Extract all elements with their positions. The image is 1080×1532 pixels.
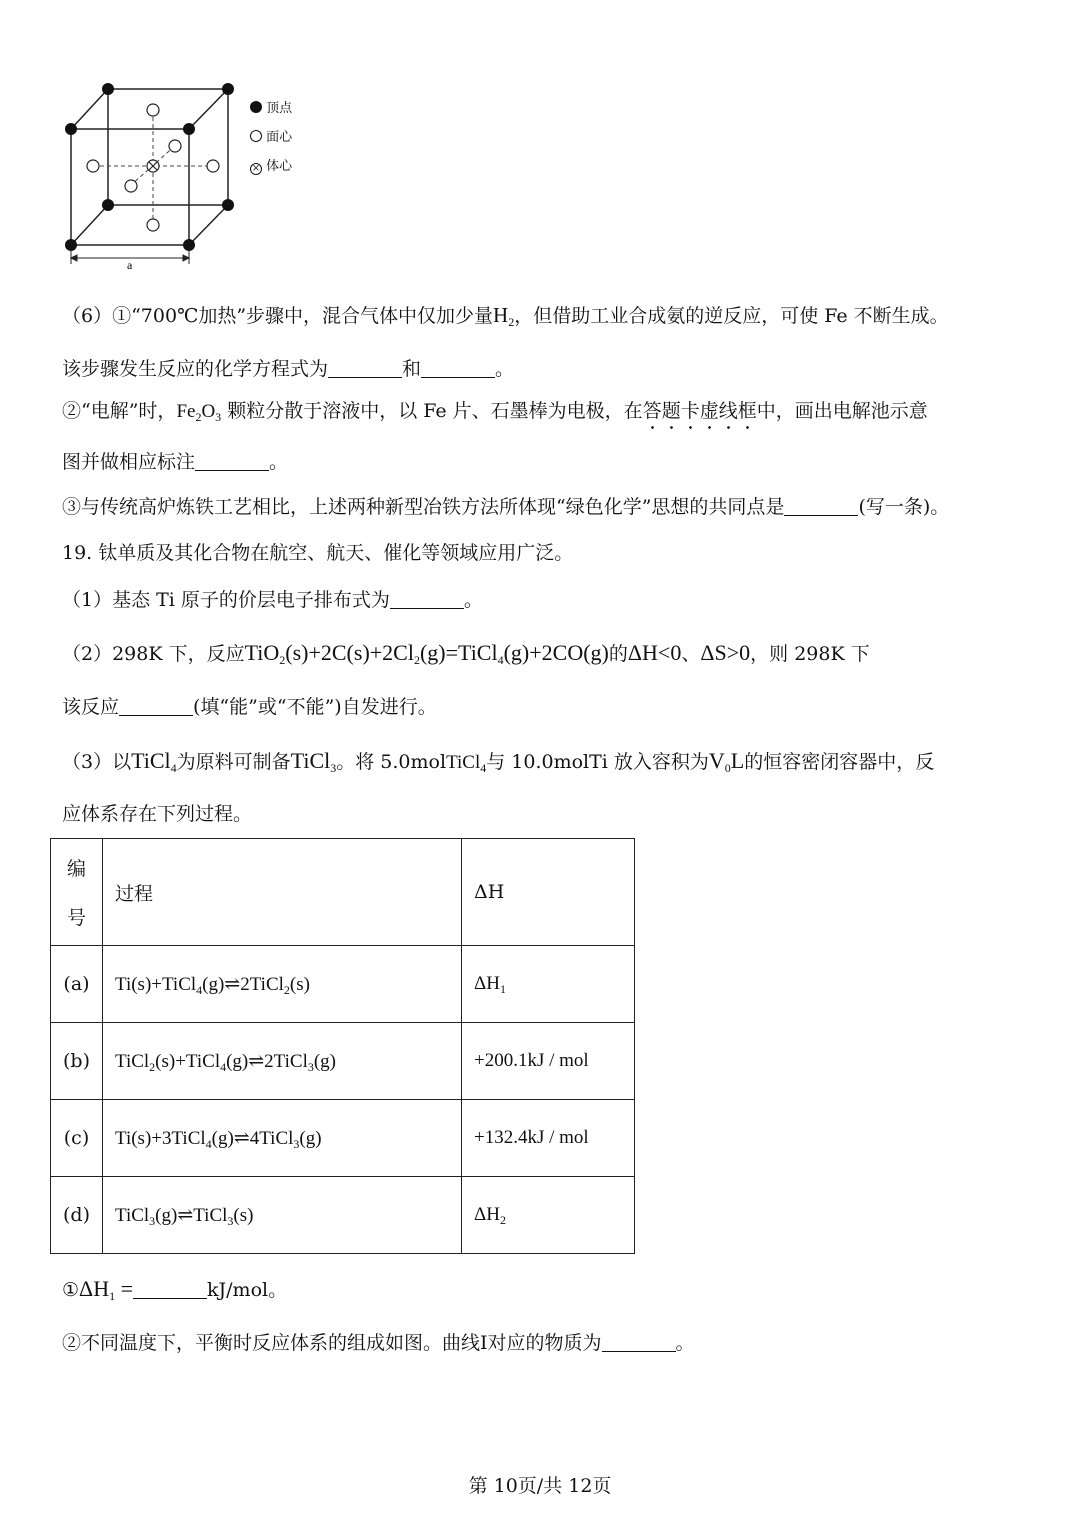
table-row: (b) TiCl$_2$(s)+TiCl$_4$(g)⇌2TiCl$_3$(g) +200.1kJ / mol bbox=[51, 1023, 635, 1100]
q6-line2: 该步骤发生反应的化学方程式为 和 。 bbox=[62, 358, 515, 380]
process-table bbox=[50, 838, 635, 1254]
table-row: (d) TiCl$_3$(g)⇌TiCl$_3$(s) $\Delta H_2$ bbox=[51, 1177, 635, 1254]
answer-blank[interactable] bbox=[602, 1331, 676, 1352]
answer-blank[interactable] bbox=[784, 495, 858, 516]
q6-line1: （6）①“700℃加热”步骤中，混合气体中仅加少量$H_2$，但借助工业合成氨的逆反应，可使 Fe 不断生成。 bbox=[62, 303, 949, 329]
q19-part2-line2: 该反应 (填“能”或“不能”)自发进行。 bbox=[62, 696, 437, 718]
legend-body: 体心 bbox=[266, 159, 293, 174]
q19-part1: （1）基态 Ti 原子的价层电子排布式为 。 bbox=[62, 589, 483, 611]
answer-blank[interactable] bbox=[133, 1278, 207, 1299]
q19-title: 19. 钛单质及其化合物在航空、航天、催化等领域应用广泛。 bbox=[62, 542, 574, 564]
q6-line3: ②“电解”时，$Fe_2O_3$ 颗粒分散于溶液中，以 Fe 片、石墨棒为电极，在答题卡虚线框中，画出电解池示意 bbox=[62, 400, 928, 424]
crossed-circle-icon: × bbox=[251, 163, 261, 174]
table-row: (a) Ti(s)+TiCl$_4$(g)⇌2TiCl$_2$(s) $\Delta H_1$ bbox=[51, 946, 635, 1023]
table-header-process: 过程 bbox=[103, 839, 462, 946]
q19-part3: （3）以TiCl$_4$为原料可制备TiCl$_3$。将 5.0molTiCl$_4$与 10.0molTi 放入容积为$V_0L$的恒容密闭容器中，反 bbox=[62, 748, 935, 775]
table-row: (c) Ti(s)+3TiCl$_4$(g)⇌4TiCl$_3$(g) +132.4kJ / mol bbox=[51, 1100, 635, 1177]
crystal-cell-diagram bbox=[55, 78, 255, 273]
answer-blank[interactable] bbox=[390, 588, 464, 609]
answer-blank[interactable] bbox=[328, 357, 402, 378]
answer-blank[interactable] bbox=[119, 695, 193, 716]
legend bbox=[250, 94, 292, 181]
answer-blank[interactable] bbox=[195, 450, 269, 471]
q19-part2: （2）298K 下，反应$TiO_2(s)+2C(s)+2Cl_2(g)=TiCl_4(g)+2CO(g)$的ΔH<0、ΔS>0，则 298K 下 bbox=[62, 640, 870, 667]
answer-blank[interactable] bbox=[421, 357, 495, 378]
table-header-num: 编 号 bbox=[51, 839, 103, 946]
q19-part3-line2: 应体系存在下列过程。 bbox=[62, 803, 253, 825]
page-footer: 第 10页/共 12页 bbox=[468, 1475, 612, 1497]
cube-edge-label: a bbox=[127, 258, 133, 272]
table-header-dh: ΔH bbox=[462, 839, 635, 946]
q19-sub2: ②不同温度下，平衡时反应体系的组成如图。曲线Ⅰ对应的物质为 。 bbox=[62, 1332, 695, 1354]
q6-line5: ③与传统高炉炼铁工艺相比，上述两种新型冶铁方法所体现“绿色化学”思想的共同点是 (写一条)。 bbox=[62, 496, 950, 518]
open-circle-icon bbox=[250, 130, 262, 142]
legend-vertex: 顶点 bbox=[266, 101, 293, 116]
q19-sub1: $①\Delta H_1 = kJ/mol$。 bbox=[62, 1276, 288, 1303]
filled-circle-icon bbox=[250, 101, 262, 113]
legend-face: 面心 bbox=[266, 130, 293, 145]
emphasis-dotted-text: 答题卡虚线框 bbox=[642, 400, 757, 422]
q6-line4: 图并做相应标注 。 bbox=[62, 451, 289, 473]
